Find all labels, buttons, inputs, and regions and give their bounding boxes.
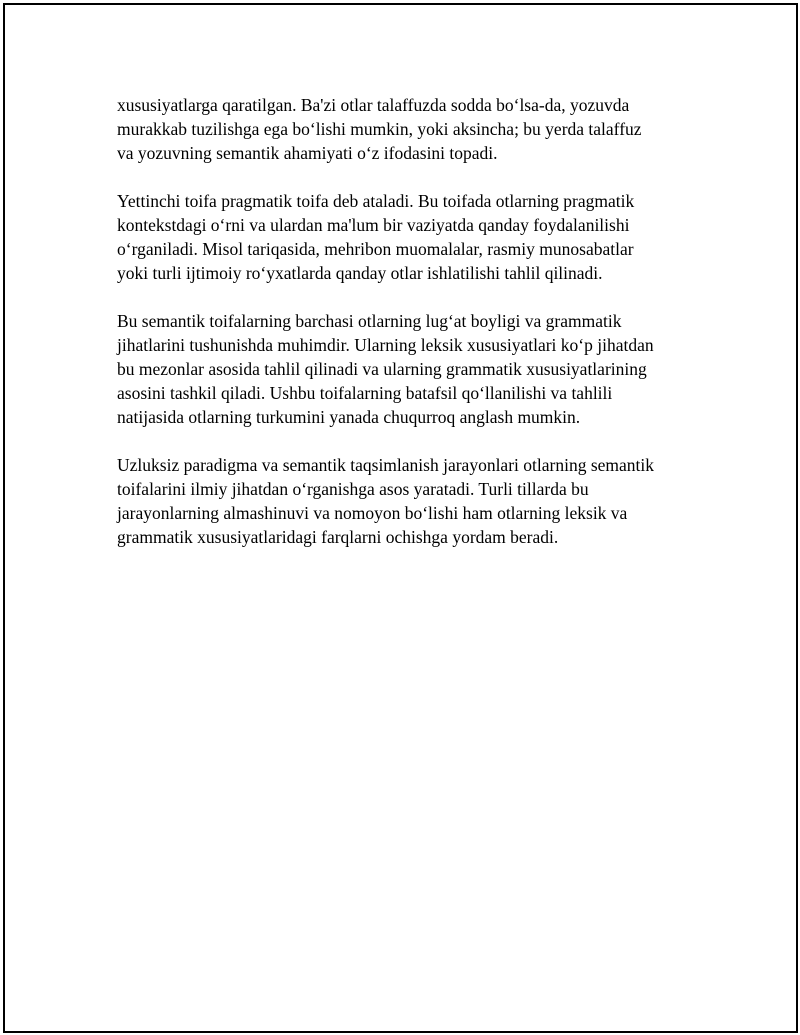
text-line: asosini tashkil qiladi. Ushbu toifalarning batafsil qo‘llanilishi va tahlili (117, 383, 613, 403)
paragraph (117, 453, 702, 549)
paragraph (117, 189, 702, 285)
text-line: jarayonlarning almashinuvi va nomoyon bo‘lishi ham otlarning leksik va (117, 503, 628, 523)
text-line: xususiyatlarga qaratilgan. Ba'zi otlar talaffuzda sodda bo‘lsa-da, yozuvda (117, 95, 630, 115)
text-line: Uzluksiz paradigma va semantik taqsimlanish jarayonlari otlarning semantik (117, 455, 655, 475)
document-body (117, 93, 702, 573)
text-line: grammatik xususiyatlaridagi farqlarni ochishga yordam beradi. (117, 527, 559, 547)
text-line: toifalarini ilmiy jihatdan o‘rganishga asos yaratadi. Turli tillarda bu (117, 479, 589, 499)
text-line: Bu semantik toifalarning barchasi otlarning lug‘at boyligi va grammatik (117, 311, 622, 331)
text-line: natijasida otlarning turkumini yanada chuqurroq anglash mumkin. (117, 407, 581, 427)
text-line: bu mezonlar asosida tahlil qilinadi va ularning grammatik xususiyatlarining (117, 359, 647, 379)
paragraph (117, 309, 702, 429)
text-line: Yettinchi toifa pragmatik toifa deb ataladi. Bu toifada otlarning pragmatik (117, 191, 635, 211)
text-line: jihatlarini tushunishda muhimdir. Ularning leksik xususiyatlari ko‘p jihatdan (117, 335, 654, 355)
text-line: murakkab tuzilishga ega bo‘lishi mumkin, yoki aksincha; bu yerda talaffuz (117, 119, 642, 139)
paragraph (117, 93, 702, 165)
text-line: o‘rganiladi. Misol tariqasida, mehribon muomalalar, rasmiy munosabatlar (117, 239, 634, 259)
text-line: va yozuvning semantik ahamiyati o‘z ifodasini topadi. (117, 143, 498, 163)
text-line: kontekstdagi o‘rni va ulardan ma'lum bir vaziyatda qanday foydalanilishi (117, 215, 630, 235)
text-line: yoki turli ijtimoiy ro‘yxatlarda qanday otlar ishlatilishi tahlil qilinadi. (117, 263, 603, 283)
